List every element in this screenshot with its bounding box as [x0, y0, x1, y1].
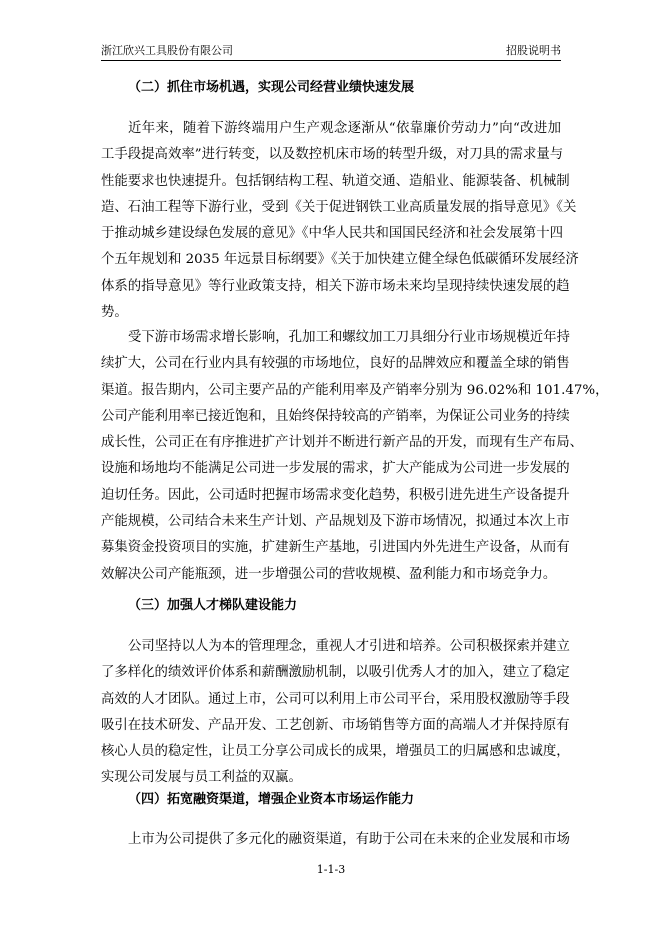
paragraph-line: 渠道。报告期内，公司主要产品的产能利用率及产销率分别为 96.02%和 101.47%，	[101, 382, 609, 398]
paragraph-line: 实现公司发展与员工利益的双赢。	[101, 770, 302, 786]
section-heading: （三）加强人才梯队建设能力	[128, 598, 298, 613]
paragraph-line: 吸引在技术研发、产品开发、工艺创新、市场销售等方面的高端人才并保持原有	[101, 717, 570, 733]
page-header	[101, 42, 561, 60]
paragraph-line: 受下游市场需求增长影响，孔加工和螺纹加工刀具细分行业市场规模近年持	[128, 330, 570, 345]
body-paragraph	[101, 634, 570, 792]
paragraph-line: 工手段提高效率”进行转变，以及数控机床市场的转型升级，对刀具的需求量与	[101, 147, 564, 163]
paragraph-line: 续扩大，公司在行业内具有较强的市场地位，良好的品牌效应和覆盖全球的销售	[101, 356, 570, 372]
header-company-name: 浙江欣兴工具股份有限公司	[101, 44, 233, 57]
paragraph-line: 于推动城乡建设绿色发展的意见》《中华人民共和国国民经济和社会发展第十四	[101, 226, 563, 242]
header-document-type: 招股说明书	[506, 44, 561, 57]
section-heading: （二）抓住市场机遇，实现公司经营业绩快速发展	[128, 80, 415, 95]
body-paragraph	[101, 116, 579, 326]
paragraph-line: 成长性，公司正在有序推进扩产计划并不断进行新产品的开发，而现有生产布局、	[101, 435, 584, 451]
paragraph-line: 了多样化的绩效评价体系和薪酬激励机制，以吸引优秀人才的加入，建立了稳定	[101, 665, 570, 681]
paragraph-line: 募集资金投资项目的实施，扩建新生产基地，引进国内外先进生产设备，从而有	[101, 540, 570, 556]
paragraph-line: 造、石油工程等下游行业，受到《关于促进钢铁工业高质量发展的指导意见》《关	[101, 199, 577, 215]
paragraph-line: 迫切任务。因此，公司适时把握市场需求变化趋势，积极引进先进生产设备提升	[101, 487, 570, 503]
page-number: 1-1-3	[316, 863, 346, 876]
paragraph-line: 个五年规划和 2035 年远景目标纲要》《关于加快建立健全绿色低碳循环发展经济	[101, 252, 579, 268]
body-paragraph	[101, 827, 570, 853]
header-divider	[101, 60, 561, 61]
paragraph-line: 产能规模，公司结合未来生产计划、产品规划及下游市场情况，拟通过本次上市	[101, 514, 570, 530]
paragraph-line: 体系的指导意见》等行业政策支持，相关下游市场未来均呈现持续快速发展的趋	[101, 278, 570, 294]
paragraph-line: 势。	[101, 305, 128, 321]
paragraph-line: 高效的人才团队。通过上市，公司可以利用上市公司平台，采用股权激励等手段	[101, 691, 570, 707]
body-paragraph	[101, 325, 609, 588]
paragraph-line: 上市为公司提供了多元化的融资渠道，有助于公司在未来的企业发展和市场	[128, 832, 570, 847]
paragraph-line: 近年来，随着下游终端用户生产观念逐渐从“依靠廉价劳动力”向“改进加	[128, 121, 561, 136]
paragraph-line: 性能要求也快速提升。包括钢结构工程、轨道交通、造船业、能源装备、机械制	[101, 173, 570, 189]
paragraph-line: 核心人员的稳定性，让员工分享公司成长的成果，增强员工的归属感和忠诚度，	[101, 744, 570, 760]
paragraph-line: 设施和场地均不能满足公司进一步发展的需求，扩大产能成为公司进一步发展的	[101, 461, 570, 477]
paragraph-line: 效解决公司产能瓶颈，进一步增强公司的营收规模、盈利能力和市场竞争力。	[101, 566, 557, 582]
paragraph-line: 公司产能利用率已接近饱和，且始终保持较高的产销率，为保证公司业务的持续	[101, 408, 570, 424]
paragraph-line: 公司坚持以人为本的管理理念，重视人才引进和培养。公司积极探索并建立	[128, 639, 570, 654]
section-heading: （四）拓宽融资渠道，增强企业资本市场运作能力	[128, 792, 415, 807]
